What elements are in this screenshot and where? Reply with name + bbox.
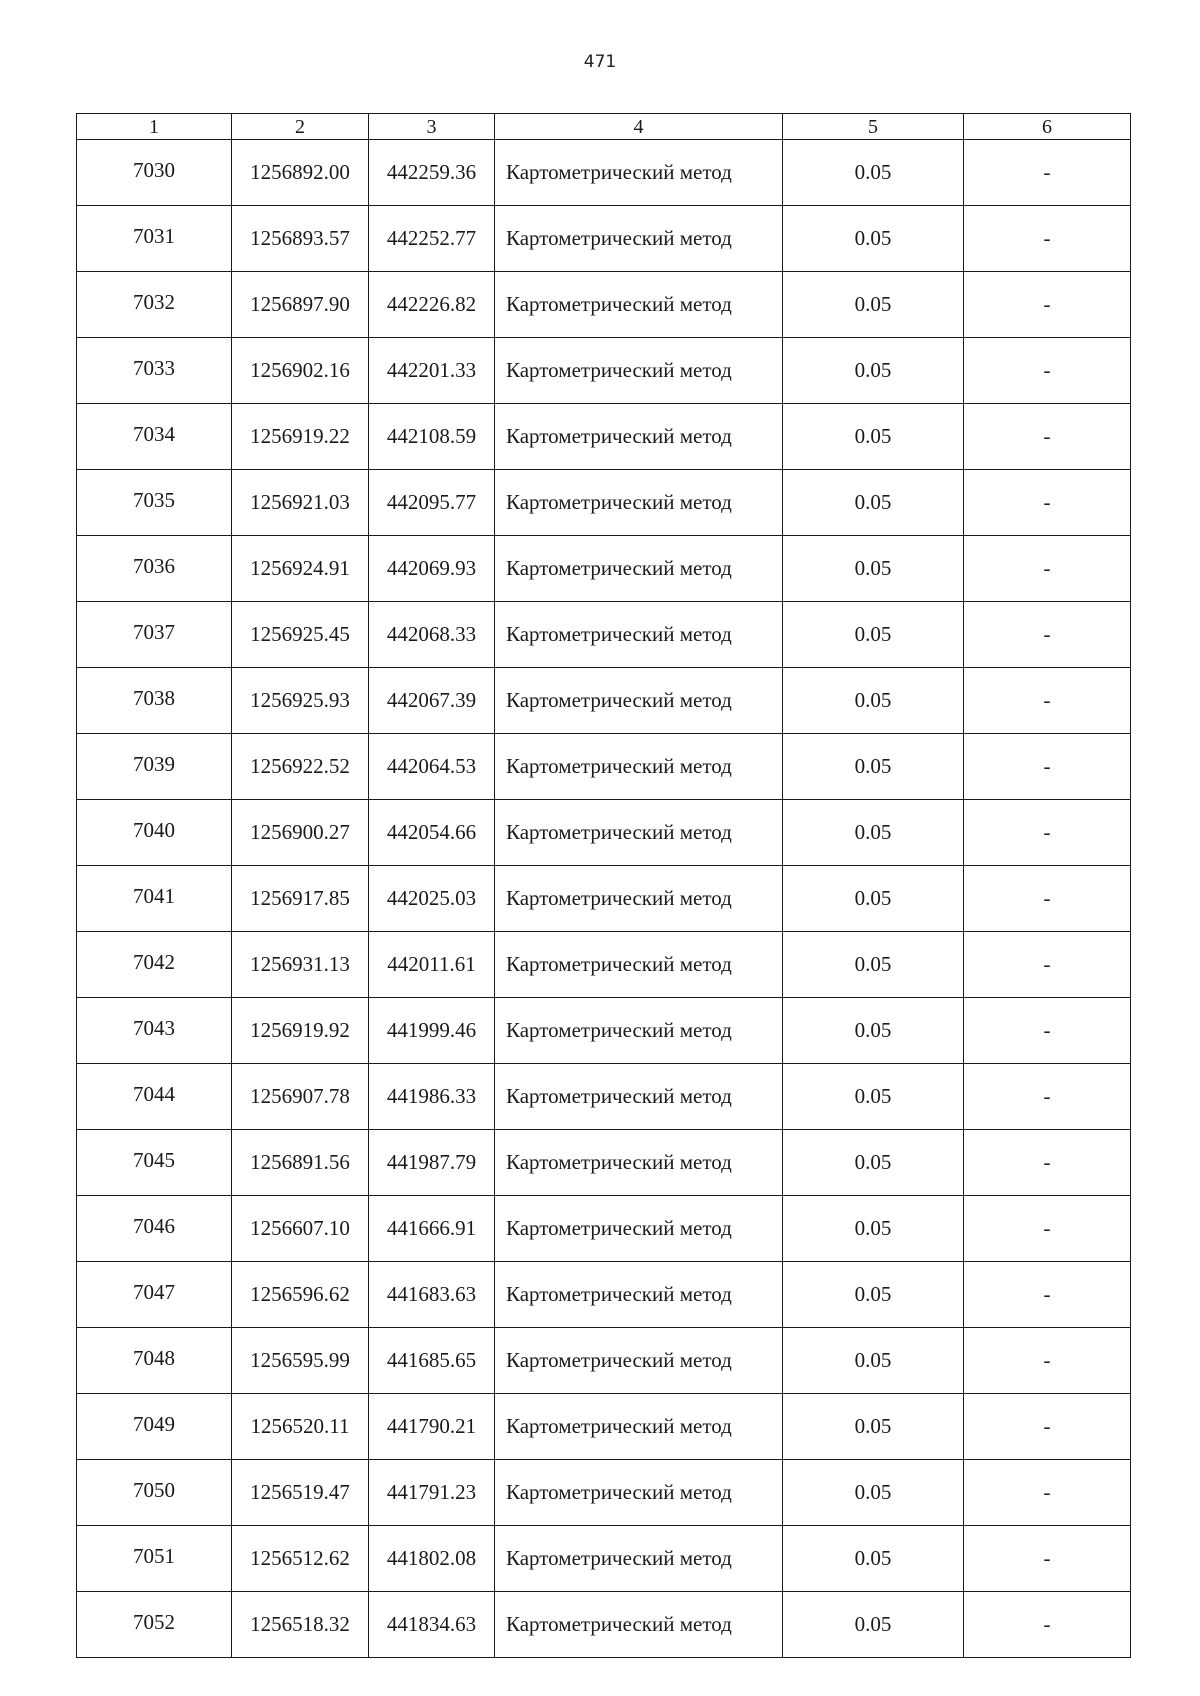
header-col-2: 2 xyxy=(232,114,369,140)
accuracy-cell: 0.05 xyxy=(783,404,964,470)
note-cell: - xyxy=(964,272,1131,338)
x-coordinate-cell: 1256897.90 xyxy=(232,272,369,338)
accuracy-cell: 0.05 xyxy=(783,470,964,536)
note-cell: - xyxy=(964,602,1131,668)
y-coordinate-cell: 442201.33 xyxy=(369,338,495,404)
accuracy-cell: 0.05 xyxy=(783,734,964,800)
point-number-cell: 7043 xyxy=(77,998,232,1064)
y-coordinate-cell: 442259.36 xyxy=(369,140,495,206)
y-coordinate-cell: 441685.65 xyxy=(369,1328,495,1394)
y-coordinate-cell: 442226.82 xyxy=(369,272,495,338)
x-coordinate-cell: 1256917.85 xyxy=(232,866,369,932)
y-coordinate-cell: 441666.91 xyxy=(369,1196,495,1262)
table-header xyxy=(77,114,1131,140)
point-number-cell: 7049 xyxy=(77,1394,232,1460)
x-coordinate-cell: 1256931.13 xyxy=(232,932,369,998)
x-coordinate-cell: 1256595.99 xyxy=(232,1328,369,1394)
note-cell: - xyxy=(964,1328,1131,1394)
table-row xyxy=(77,866,1131,932)
x-coordinate-cell: 1256893.57 xyxy=(232,206,369,272)
table-row xyxy=(77,602,1131,668)
accuracy-cell: 0.05 xyxy=(783,1196,964,1262)
y-coordinate-cell: 442054.66 xyxy=(369,800,495,866)
y-coordinate-cell: 442069.93 xyxy=(369,536,495,602)
method-cell: Картометрический метод xyxy=(495,932,783,998)
accuracy-cell: 0.05 xyxy=(783,1460,964,1526)
x-coordinate-cell: 1256607.10 xyxy=(232,1196,369,1262)
y-coordinate-cell: 442095.77 xyxy=(369,470,495,536)
method-cell: Картометрический метод xyxy=(495,338,783,404)
coordinates-table xyxy=(76,113,1131,1658)
accuracy-cell: 0.05 xyxy=(783,1328,964,1394)
method-cell: Картометрический метод xyxy=(495,866,783,932)
y-coordinate-cell: 441999.46 xyxy=(369,998,495,1064)
y-coordinate-cell: 441987.79 xyxy=(369,1130,495,1196)
accuracy-cell: 0.05 xyxy=(783,1526,964,1592)
x-coordinate-cell: 1256902.16 xyxy=(232,338,369,404)
point-number-cell: 7044 xyxy=(77,1064,232,1130)
y-coordinate-cell: 441986.33 xyxy=(369,1064,495,1130)
table-row xyxy=(77,1328,1131,1394)
accuracy-cell: 0.05 xyxy=(783,206,964,272)
point-number-cell: 7041 xyxy=(77,866,232,932)
method-cell: Картометрический метод xyxy=(495,734,783,800)
x-coordinate-cell: 1256921.03 xyxy=(232,470,369,536)
table-row xyxy=(77,734,1131,800)
note-cell: - xyxy=(964,1526,1131,1592)
point-number-cell: 7050 xyxy=(77,1460,232,1526)
method-cell: Картометрический метод xyxy=(495,536,783,602)
point-number-cell: 7046 xyxy=(77,1196,232,1262)
table-row xyxy=(77,1262,1131,1328)
method-cell: Картометрический метод xyxy=(495,998,783,1064)
note-cell: - xyxy=(964,800,1131,866)
table-row xyxy=(77,1064,1131,1130)
accuracy-cell: 0.05 xyxy=(783,338,964,404)
table-row xyxy=(77,470,1131,536)
note-cell: - xyxy=(964,338,1131,404)
method-cell: Картометрический метод xyxy=(495,602,783,668)
table-row xyxy=(77,668,1131,734)
note-cell: - xyxy=(964,998,1131,1064)
note-cell: - xyxy=(964,1460,1131,1526)
point-number-cell: 7040 xyxy=(77,800,232,866)
header-col-3: 3 xyxy=(369,114,495,140)
method-cell: Картометрический метод xyxy=(495,1394,783,1460)
note-cell: - xyxy=(964,1592,1131,1658)
x-coordinate-cell: 1256892.00 xyxy=(232,140,369,206)
method-cell: Картометрический метод xyxy=(495,1526,783,1592)
note-cell: - xyxy=(964,668,1131,734)
accuracy-cell: 0.05 xyxy=(783,866,964,932)
x-coordinate-cell: 1256519.47 xyxy=(232,1460,369,1526)
accuracy-cell: 0.05 xyxy=(783,998,964,1064)
table-row xyxy=(77,206,1131,272)
accuracy-cell: 0.05 xyxy=(783,932,964,998)
point-number-cell: 7047 xyxy=(77,1262,232,1328)
method-cell: Картометрический метод xyxy=(495,1460,783,1526)
point-number-cell: 7039 xyxy=(77,734,232,800)
method-cell: Картометрический метод xyxy=(495,668,783,734)
y-coordinate-cell: 442011.61 xyxy=(369,932,495,998)
method-cell: Картометрический метод xyxy=(495,404,783,470)
table-row xyxy=(77,1592,1131,1658)
accuracy-cell: 0.05 xyxy=(783,272,964,338)
x-coordinate-cell: 1256919.92 xyxy=(232,998,369,1064)
table-row xyxy=(77,272,1131,338)
accuracy-cell: 0.05 xyxy=(783,800,964,866)
point-number-cell: 7030 xyxy=(77,140,232,206)
method-cell: Картометрический метод xyxy=(495,1592,783,1658)
header-col-6: 6 xyxy=(964,114,1131,140)
y-coordinate-cell: 442025.03 xyxy=(369,866,495,932)
y-coordinate-cell: 441802.08 xyxy=(369,1526,495,1592)
point-number-cell: 7034 xyxy=(77,404,232,470)
accuracy-cell: 0.05 xyxy=(783,1394,964,1460)
note-cell: - xyxy=(964,866,1131,932)
table-body xyxy=(77,140,1131,1658)
x-coordinate-cell: 1256512.62 xyxy=(232,1526,369,1592)
note-cell: - xyxy=(964,404,1131,470)
note-cell: - xyxy=(964,470,1131,536)
method-cell: Картометрический метод xyxy=(495,800,783,866)
header-col-4: 4 xyxy=(495,114,783,140)
table-row xyxy=(77,998,1131,1064)
note-cell: - xyxy=(964,1262,1131,1328)
note-cell: - xyxy=(964,536,1131,602)
table-row xyxy=(77,1130,1131,1196)
method-cell: Картометрический метод xyxy=(495,1130,783,1196)
method-cell: Картометрический метод xyxy=(495,470,783,536)
y-coordinate-cell: 442252.77 xyxy=(369,206,495,272)
accuracy-cell: 0.05 xyxy=(783,602,964,668)
note-cell: - xyxy=(964,932,1131,998)
y-coordinate-cell: 441790.21 xyxy=(369,1394,495,1460)
x-coordinate-cell: 1256518.32 xyxy=(232,1592,369,1658)
method-cell: Картометрический метод xyxy=(495,1196,783,1262)
y-coordinate-cell: 442064.53 xyxy=(369,734,495,800)
table-row xyxy=(77,1394,1131,1460)
x-coordinate-cell: 1256922.52 xyxy=(232,734,369,800)
table-row xyxy=(77,932,1131,998)
header-row xyxy=(77,114,1131,140)
method-cell: Картометрический метод xyxy=(495,206,783,272)
note-cell: - xyxy=(964,1394,1131,1460)
x-coordinate-cell: 1256596.62 xyxy=(232,1262,369,1328)
header-col-5: 5 xyxy=(783,114,964,140)
table-row xyxy=(77,536,1131,602)
point-number-cell: 7037 xyxy=(77,602,232,668)
table-row xyxy=(77,338,1131,404)
note-cell: - xyxy=(964,206,1131,272)
table-row xyxy=(77,1460,1131,1526)
page-number: 471 xyxy=(583,52,617,72)
y-coordinate-cell: 441834.63 xyxy=(369,1592,495,1658)
accuracy-cell: 0.05 xyxy=(783,536,964,602)
header-col-1: 1 xyxy=(77,114,232,140)
point-number-cell: 7036 xyxy=(77,536,232,602)
table-row xyxy=(77,404,1131,470)
x-coordinate-cell: 1256900.27 xyxy=(232,800,369,866)
table-row xyxy=(77,1526,1131,1592)
method-cell: Картометрический метод xyxy=(495,1262,783,1328)
accuracy-cell: 0.05 xyxy=(783,1592,964,1658)
note-cell: - xyxy=(964,1064,1131,1130)
x-coordinate-cell: 1256925.93 xyxy=(232,668,369,734)
accuracy-cell: 0.05 xyxy=(783,140,964,206)
point-number-cell: 7031 xyxy=(77,206,232,272)
x-coordinate-cell: 1256891.56 xyxy=(232,1130,369,1196)
accuracy-cell: 0.05 xyxy=(783,1130,964,1196)
accuracy-cell: 0.05 xyxy=(783,1064,964,1130)
method-cell: Картометрический метод xyxy=(495,272,783,338)
note-cell: - xyxy=(964,1196,1131,1262)
point-number-cell: 7048 xyxy=(77,1328,232,1394)
x-coordinate-cell: 1256925.45 xyxy=(232,602,369,668)
method-cell: Картометрический метод xyxy=(495,1064,783,1130)
note-cell: - xyxy=(964,1130,1131,1196)
x-coordinate-cell: 1256919.22 xyxy=(232,404,369,470)
accuracy-cell: 0.05 xyxy=(783,668,964,734)
table-row xyxy=(77,140,1131,206)
point-number-cell: 7045 xyxy=(77,1130,232,1196)
y-coordinate-cell: 442068.33 xyxy=(369,602,495,668)
y-coordinate-cell: 442067.39 xyxy=(369,668,495,734)
point-number-cell: 7032 xyxy=(77,272,232,338)
table-row xyxy=(77,1196,1131,1262)
point-number-cell: 7052 xyxy=(77,1592,232,1658)
method-cell: Картометрический метод xyxy=(495,1328,783,1394)
table-row xyxy=(77,800,1131,866)
point-number-cell: 7051 xyxy=(77,1526,232,1592)
note-cell: - xyxy=(964,734,1131,800)
note-cell: - xyxy=(964,140,1131,206)
point-number-cell: 7042 xyxy=(77,932,232,998)
y-coordinate-cell: 441683.63 xyxy=(369,1262,495,1328)
x-coordinate-cell: 1256907.78 xyxy=(232,1064,369,1130)
x-coordinate-cell: 1256520.11 xyxy=(232,1394,369,1460)
x-coordinate-cell: 1256924.91 xyxy=(232,536,369,602)
y-coordinate-cell: 442108.59 xyxy=(369,404,495,470)
y-coordinate-cell: 441791.23 xyxy=(369,1460,495,1526)
point-number-cell: 7033 xyxy=(77,338,232,404)
point-number-cell: 7035 xyxy=(77,470,232,536)
accuracy-cell: 0.05 xyxy=(783,1262,964,1328)
point-number-cell: 7038 xyxy=(77,668,232,734)
method-cell: Картометрический метод xyxy=(495,140,783,206)
